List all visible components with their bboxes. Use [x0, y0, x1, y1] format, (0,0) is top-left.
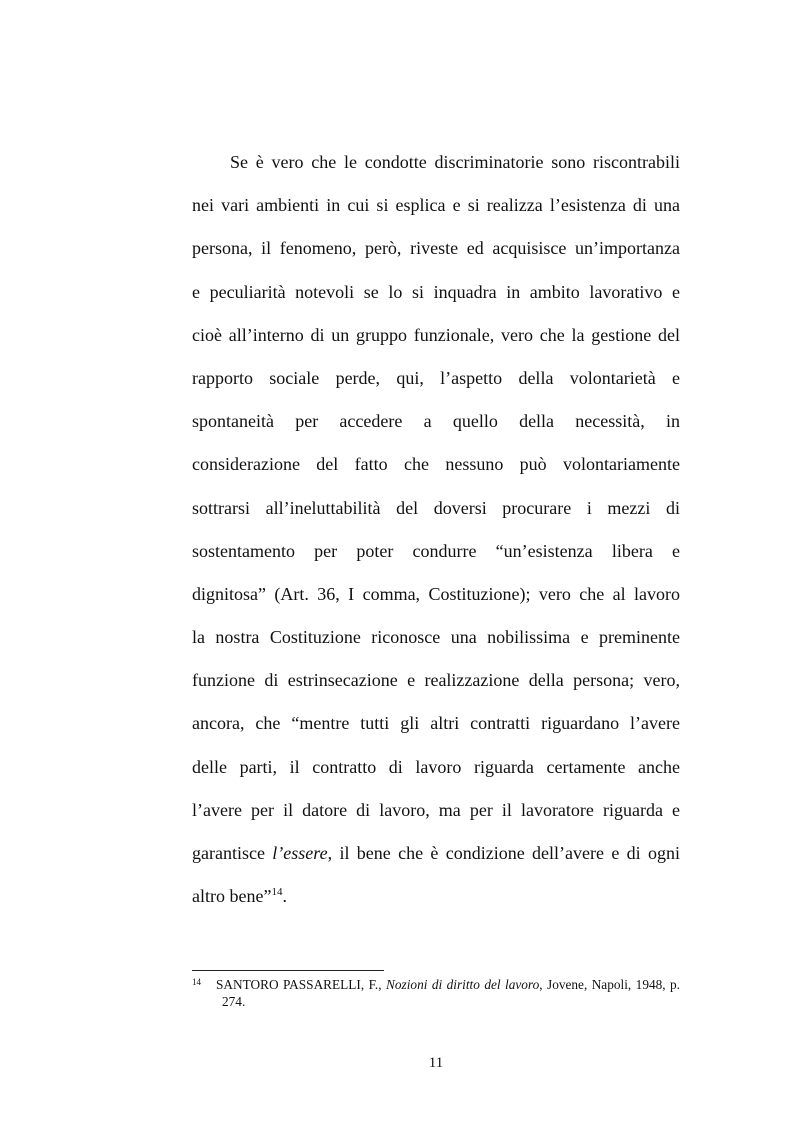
- page-number: 11: [428, 1055, 444, 1071]
- footnote-text: [216, 976, 680, 1010]
- text-line-18: [192, 879, 680, 922]
- footnote-line-1: [216, 976, 680, 993]
- text-line-18-start: altro bene”: [192, 886, 272, 907]
- text-line-7: spontaneità per accedere a quello della necessità, in: [192, 411, 680, 432]
- footnote-separator: [192, 970, 384, 971]
- footnote-line-2: 274.: [222, 994, 246, 1009]
- footnote-title: Nozioni di diritto del lavoro: [386, 977, 540, 992]
- text-line-13: funzione di estrinsecazione e realizzazione della persona; vero,: [192, 670, 680, 691]
- footnote-publisher: , Jovene, Napoli, 1948, p.: [539, 977, 681, 992]
- footnote-row: [192, 976, 680, 1010]
- text-line-15: delle parti, il contratto di lavoro riguarda certamente anche: [192, 756, 680, 777]
- body-paragraph: [192, 145, 680, 922]
- footnote: [192, 976, 680, 1010]
- text-line-17-end: , il bene che è condizione dell’avere e di ogni: [327, 843, 680, 863]
- text-line-10: sostentamento per poter condurre “un’esistenza libera e: [192, 540, 680, 561]
- text-line-17: [192, 836, 680, 879]
- text-line-8: considerazione del fatto che nessuno può volontariamente: [192, 454, 680, 475]
- text-line-9: sottrarsi all’ineluttabilità del doversi procurare i mezzi di: [192, 497, 680, 518]
- text-line-4: e peculiarità notevoli se lo si inquadra in ambito lavorativo e: [192, 281, 680, 302]
- text-line-1: Se è vero che le condotte discriminatorie sono riscontrabili: [230, 152, 680, 172]
- text-line-16: l’avere per il datore di lavoro, ma per il lavoratore riguarda e: [192, 799, 680, 820]
- footnote-author: SANTORO PASSARELLI, F.,: [216, 977, 387, 992]
- italic-term: l’essere: [272, 843, 328, 863]
- text-line-17-start: garantisce: [192, 843, 273, 863]
- text-line-12: la nostra Costituzione riconosce una nobilissima e preminente: [192, 627, 680, 648]
- text-line-6: rapporto sociale perde, qui, l’aspetto della volontarietà e: [192, 367, 680, 388]
- footnote-number: 14: [192, 977, 201, 987]
- text-line-3: persona, il fenomeno, però, riveste ed acquisisce un’importanza: [192, 238, 680, 259]
- text-line-2: nei vari ambienti in cui si esplica e si realizza l’esistenza di una: [192, 195, 680, 216]
- text-line-14: ancora, che “mentre tutti gli altri contratti riguardano l’avere: [192, 713, 680, 734]
- text-line-18-end: .: [282, 886, 287, 907]
- text-line-5: cioè all’interno di un gruppo funzionale, vero che la gestione del: [192, 324, 680, 345]
- text-line-11: dignitosa” (Art. 36, I comma, Costituzione); vero che al lavoro: [192, 583, 680, 604]
- footnote-reference[interactable]: 14: [271, 886, 283, 899]
